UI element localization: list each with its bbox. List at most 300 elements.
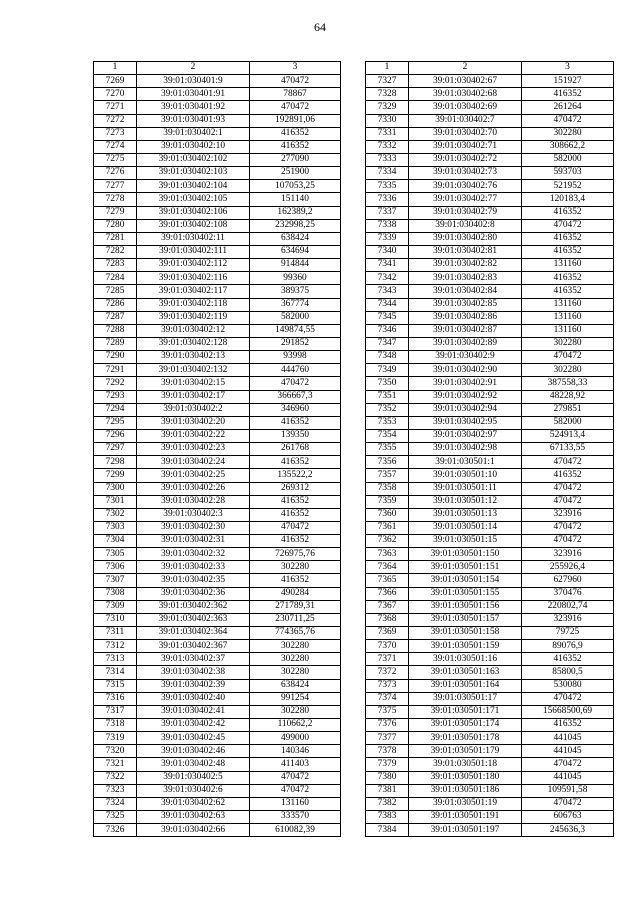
- value-cell: 416352: [522, 232, 614, 245]
- cadastral-number-cell: 39:01:030402:112: [137, 259, 250, 272]
- value-cell: 232998,25: [250, 219, 341, 232]
- cadastral-number-cell: 39:01:030402:28: [137, 495, 250, 508]
- table-row: [366, 232, 614, 245]
- value-cell: 416352: [522, 206, 614, 219]
- table-row: [94, 824, 341, 837]
- row-index-cell: 7270: [94, 88, 137, 101]
- cadastral-number-cell: 39:01:030401:92: [137, 101, 250, 114]
- row-index-cell: 7284: [94, 272, 137, 285]
- value-cell: 470472: [522, 495, 614, 508]
- table-row: [366, 719, 614, 732]
- value-cell: 230711,25: [250, 613, 341, 626]
- table-row: [366, 495, 614, 508]
- value-cell: 470472: [522, 482, 614, 495]
- row-index-cell: 7356: [366, 456, 409, 469]
- cadastral-number-cell: 39:01:030402:69: [409, 101, 522, 114]
- row-index-cell: 7312: [94, 640, 137, 653]
- cadastral-number-cell: 39:01:030402:111: [137, 245, 250, 258]
- row-index-cell: 7360: [366, 508, 409, 521]
- column-header-index: 1: [94, 62, 137, 75]
- table-row: [94, 574, 341, 587]
- cadastral-number-cell: 39:01:030402:15: [137, 377, 250, 390]
- cadastral-number-cell: 39:01:030402:362: [137, 600, 250, 613]
- row-index-cell: 7374: [366, 692, 409, 705]
- cadastral-number-cell: 39:01:030402:8: [409, 219, 522, 232]
- value-cell: 387558,33: [522, 377, 614, 390]
- row-index-cell: 7316: [94, 692, 137, 705]
- row-index-cell: 7340: [366, 245, 409, 258]
- cadastral-number-cell: 39:01:030402:104: [137, 180, 250, 193]
- value-cell: 991254: [250, 692, 341, 705]
- cadastral-number-cell: 39:01:030402:41: [137, 705, 250, 718]
- table-row: [94, 627, 341, 640]
- table-row: [94, 285, 341, 298]
- value-cell: 151140: [250, 193, 341, 206]
- value-cell: 261768: [250, 443, 341, 456]
- cadastral-number-cell: 39:01:030501:156: [409, 600, 522, 613]
- value-cell: 634694: [250, 245, 341, 258]
- table-row: [94, 390, 341, 403]
- table-row: [366, 245, 614, 258]
- row-index-cell: 7338: [366, 219, 409, 232]
- cadastral-number-cell: 39:01:030402:40: [137, 692, 250, 705]
- row-index-cell: 7311: [94, 627, 137, 640]
- cadastral-number-cell: 39:01:030501:164: [409, 679, 522, 692]
- table-row: [94, 75, 341, 88]
- cadastral-number-cell: 39:01:030402:45: [137, 732, 250, 745]
- table-row: [366, 561, 614, 574]
- value-cell: 470472: [522, 351, 614, 364]
- cadastral-number-cell: 39:01:030402:81: [409, 245, 522, 258]
- value-cell: 162389,2: [250, 206, 341, 219]
- table-row: [366, 390, 614, 403]
- column-header-index: 1: [366, 62, 409, 75]
- cadastral-number-cell: 39:01:030501:157: [409, 613, 522, 626]
- table-row: [366, 298, 614, 311]
- row-index-cell: 7373: [366, 679, 409, 692]
- value-cell: 269312: [250, 482, 341, 495]
- table-row: [94, 613, 341, 626]
- value-cell: 346960: [250, 403, 341, 416]
- value-cell: 367774: [250, 298, 341, 311]
- table-row: [366, 167, 614, 180]
- row-index-cell: 7297: [94, 443, 137, 456]
- cadastral-number-cell: 39:01:030402:39: [137, 679, 250, 692]
- table-row: [94, 114, 341, 127]
- table-row: [366, 784, 614, 797]
- value-cell: 85800,5: [522, 666, 614, 679]
- table-row: [94, 600, 341, 613]
- table-row: [366, 824, 614, 837]
- cadastral-number-cell: 39:01:030402:10: [137, 140, 250, 153]
- table-row: [366, 745, 614, 758]
- row-index-cell: 7337: [366, 206, 409, 219]
- value-cell: 89076,9: [522, 640, 614, 653]
- row-index-cell: 7336: [366, 193, 409, 206]
- row-index-cell: 7368: [366, 613, 409, 626]
- table-row: [94, 311, 341, 324]
- cadastral-number-cell: 39:01:030402:63: [137, 811, 250, 824]
- value-cell: 302280: [250, 666, 341, 679]
- cadastral-number-cell: 39:01:030501:11: [409, 482, 522, 495]
- value-cell: 131160: [522, 311, 614, 324]
- row-index-cell: 7269: [94, 75, 137, 88]
- table-row: [94, 232, 341, 245]
- table-row: [366, 692, 614, 705]
- table-row: [94, 377, 341, 390]
- row-index-cell: 7332: [366, 140, 409, 153]
- column-header-value: 3: [522, 62, 614, 75]
- cadastral-number-cell: 39:01:030402:102: [137, 153, 250, 166]
- table-row: [94, 272, 341, 285]
- value-cell: 333570: [250, 811, 341, 824]
- table-row: [366, 456, 614, 469]
- row-index-cell: 7369: [366, 627, 409, 640]
- row-index-cell: 7300: [94, 482, 137, 495]
- value-cell: 107053,25: [250, 180, 341, 193]
- value-cell: 470472: [250, 521, 341, 534]
- cadastral-number-cell: 39:01:030402:66: [137, 824, 250, 837]
- cadastral-number-cell: 39:01:030402:33: [137, 561, 250, 574]
- row-index-cell: 7318: [94, 719, 137, 732]
- row-index-cell: 7353: [366, 416, 409, 429]
- value-cell: 411403: [250, 758, 341, 771]
- table-row: [366, 153, 614, 166]
- value-cell: 470472: [522, 535, 614, 548]
- cadastral-number-cell: 39:01:030402:97: [409, 429, 522, 442]
- value-cell: 638424: [250, 232, 341, 245]
- row-index-cell: 7339: [366, 232, 409, 245]
- row-index-cell: 7275: [94, 153, 137, 166]
- value-cell: 416352: [522, 469, 614, 482]
- row-index-cell: 7276: [94, 167, 137, 180]
- row-index-cell: 7292: [94, 377, 137, 390]
- table-row: [366, 600, 614, 613]
- cadastral-number-cell: 39:01:030402:13: [137, 351, 250, 364]
- row-index-cell: 7320: [94, 745, 137, 758]
- value-cell: 251900: [250, 167, 341, 180]
- table-row: [366, 364, 614, 377]
- cadastral-number-cell: 39:01:030402:92: [409, 390, 522, 403]
- table-row: [94, 811, 341, 824]
- row-index-cell: 7383: [366, 811, 409, 824]
- table-row: [366, 75, 614, 88]
- cadastral-number-cell: 39:01:030402:20: [137, 416, 250, 429]
- table-row: [366, 811, 614, 824]
- row-index-cell: 7364: [366, 561, 409, 574]
- table-header-row: [366, 62, 614, 75]
- cadastral-number-cell: 39:01:030501:180: [409, 771, 522, 784]
- cadastral-number-cell: 39:01:030402:9: [409, 351, 522, 364]
- cadastral-number-cell: 39:01:030402:24: [137, 456, 250, 469]
- value-cell: 582000: [522, 416, 614, 429]
- row-index-cell: 7323: [94, 784, 137, 797]
- right-table-body: [366, 75, 614, 837]
- value-cell: 279851: [522, 403, 614, 416]
- table-row: [366, 88, 614, 101]
- row-index-cell: 7324: [94, 797, 137, 810]
- table-row: [94, 692, 341, 705]
- table-row: [94, 653, 341, 666]
- table-row: [366, 679, 614, 692]
- row-index-cell: 7379: [366, 758, 409, 771]
- row-index-cell: 7281: [94, 232, 137, 245]
- cadastral-number-cell: 39:01:030402:367: [137, 640, 250, 653]
- cadastral-number-cell: 39:01:030402:89: [409, 337, 522, 350]
- table-row: [94, 797, 341, 810]
- table-row: [94, 101, 341, 114]
- row-index-cell: 7286: [94, 298, 137, 311]
- row-index-cell: 7291: [94, 364, 137, 377]
- value-cell: 470472: [522, 692, 614, 705]
- row-index-cell: 7348: [366, 351, 409, 364]
- value-cell: 131160: [250, 797, 341, 810]
- table-row: [366, 548, 614, 561]
- value-cell: 67133,55: [522, 443, 614, 456]
- value-cell: 323916: [522, 613, 614, 626]
- cadastral-number-cell: 39:01:030402:94: [409, 403, 522, 416]
- value-cell: 151927: [522, 75, 614, 88]
- row-index-cell: 7288: [94, 324, 137, 337]
- row-index-cell: 7380: [366, 771, 409, 784]
- value-cell: 291852: [250, 337, 341, 350]
- row-index-cell: 7280: [94, 219, 137, 232]
- value-cell: 610082,39: [250, 824, 341, 837]
- table-row: [94, 771, 341, 784]
- value-cell: 302280: [250, 653, 341, 666]
- value-cell: 416352: [250, 495, 341, 508]
- table-row: [366, 285, 614, 298]
- table-row: [366, 758, 614, 771]
- cadastral-number-cell: 39:01:030402:106: [137, 206, 250, 219]
- table-row: [94, 403, 341, 416]
- cadastral-number-cell: 39:01:030401:91: [137, 88, 250, 101]
- row-index-cell: 7295: [94, 416, 137, 429]
- row-index-cell: 7304: [94, 535, 137, 548]
- cadastral-number-cell: 39:01:030501:12: [409, 495, 522, 508]
- table-row: [366, 653, 614, 666]
- cadastral-number-cell: 39:01:030402:12: [137, 324, 250, 337]
- table-row: [366, 521, 614, 534]
- row-index-cell: 7299: [94, 469, 137, 482]
- value-cell: 470472: [250, 75, 341, 88]
- value-cell: 530080: [522, 679, 614, 692]
- value-cell: 470472: [250, 784, 341, 797]
- row-index-cell: 7313: [94, 653, 137, 666]
- table-row: [366, 482, 614, 495]
- row-index-cell: 7378: [366, 745, 409, 758]
- cadastral-number-cell: 39:01:030501:1: [409, 456, 522, 469]
- cadastral-number-cell: 39:01:030501:151: [409, 561, 522, 574]
- value-cell: 370476: [522, 587, 614, 600]
- row-index-cell: 7326: [94, 824, 137, 837]
- value-cell: 245636,3: [522, 824, 614, 837]
- table-row: [94, 140, 341, 153]
- table-row: [366, 613, 614, 626]
- value-cell: 524913,4: [522, 429, 614, 442]
- cadastral-number-cell: 39:01:030402:32: [137, 548, 250, 561]
- table-row: [94, 705, 341, 718]
- cadastral-number-cell: 39:01:030402:17: [137, 390, 250, 403]
- row-index-cell: 7278: [94, 193, 137, 206]
- value-cell: 470472: [250, 377, 341, 390]
- value-cell: 470472: [522, 797, 614, 810]
- row-index-cell: 7283: [94, 259, 137, 272]
- value-cell: 416352: [250, 508, 341, 521]
- value-cell: 416352: [250, 456, 341, 469]
- cadastral-number-cell: 39:01:030402:108: [137, 219, 250, 232]
- table-row: [94, 416, 341, 429]
- row-index-cell: 7282: [94, 245, 137, 258]
- table-row: [366, 797, 614, 810]
- row-index-cell: 7377: [366, 732, 409, 745]
- cadastral-number-cell: 39:01:030402:86: [409, 311, 522, 324]
- value-cell: 135522,2: [250, 469, 341, 482]
- cadastral-number-cell: 39:01:030402:87: [409, 324, 522, 337]
- row-index-cell: 7306: [94, 561, 137, 574]
- value-cell: 499000: [250, 732, 341, 745]
- row-index-cell: 7330: [366, 114, 409, 127]
- cadastral-number-cell: 39:01:030501:18: [409, 758, 522, 771]
- row-index-cell: 7302: [94, 508, 137, 521]
- cadastral-number-cell: 39:01:030402:6: [137, 784, 250, 797]
- row-index-cell: 7298: [94, 456, 137, 469]
- row-index-cell: 7351: [366, 390, 409, 403]
- value-cell: 416352: [522, 245, 614, 258]
- table-row: [94, 245, 341, 258]
- table-row: [366, 771, 614, 784]
- row-index-cell: 7384: [366, 824, 409, 837]
- row-index-cell: 7329: [366, 101, 409, 114]
- cadastral-number-cell: 39:01:030402:76: [409, 180, 522, 193]
- table-row: [94, 535, 341, 548]
- cadastral-number-cell: 39:01:030402:364: [137, 627, 250, 640]
- cadastral-number-cell: 39:01:030402:30: [137, 521, 250, 534]
- value-cell: 470472: [522, 758, 614, 771]
- table-row: [94, 456, 341, 469]
- cadastral-number-cell: 39:01:030501:171: [409, 705, 522, 718]
- table-row: [94, 508, 341, 521]
- value-cell: 93998: [250, 351, 341, 364]
- value-cell: 261264: [522, 101, 614, 114]
- table-row: [94, 495, 341, 508]
- table-row: [366, 101, 614, 114]
- table-row: [366, 574, 614, 587]
- cadastral-number-cell: 39:01:030402:36: [137, 587, 250, 600]
- cadastral-number-cell: 39:01:030501:17: [409, 692, 522, 705]
- table-row: [94, 429, 341, 442]
- column-header-cadastral-number: 2: [137, 62, 250, 75]
- value-cell: 416352: [522, 653, 614, 666]
- cadastral-number-cell: 39:01:030402:90: [409, 364, 522, 377]
- value-cell: 302280: [522, 127, 614, 140]
- table-row: [94, 521, 341, 534]
- table-row: [366, 193, 614, 206]
- table-row: [366, 535, 614, 548]
- value-cell: 79725: [522, 627, 614, 640]
- value-cell: 470472: [522, 521, 614, 534]
- row-index-cell: 7370: [366, 640, 409, 653]
- cadastral-number-cell: 39:01:030402:118: [137, 298, 250, 311]
- table-row: [94, 351, 341, 364]
- row-index-cell: 7294: [94, 403, 137, 416]
- table-row: [366, 180, 614, 193]
- table-row: [94, 719, 341, 732]
- cadastral-number-cell: 39:01:030402:119: [137, 311, 250, 324]
- cadastral-number-cell: 39:01:030501:150: [409, 548, 522, 561]
- table-row: [366, 114, 614, 127]
- left-data-table: [93, 61, 341, 837]
- value-cell: 416352: [250, 574, 341, 587]
- value-cell: 441045: [522, 745, 614, 758]
- cadastral-number-cell: 39:01:030402:77: [409, 193, 522, 206]
- value-cell: 444760: [250, 364, 341, 377]
- cadastral-number-cell: 39:01:030501:158: [409, 627, 522, 640]
- cadastral-number-cell: 39:01:030501:191: [409, 811, 522, 824]
- cadastral-number-cell: 39:01:030501:186: [409, 784, 522, 797]
- cadastral-number-cell: 39:01:030402:35: [137, 574, 250, 587]
- cadastral-number-cell: 39:01:030501:174: [409, 719, 522, 732]
- value-cell: 192891,06: [250, 114, 341, 127]
- table-row: [366, 127, 614, 140]
- row-index-cell: 7344: [366, 298, 409, 311]
- cadastral-number-cell: 39:01:030501:154: [409, 574, 522, 587]
- cadastral-number-cell: 39:01:030501:163: [409, 666, 522, 679]
- table-row: [366, 311, 614, 324]
- row-index-cell: 7293: [94, 390, 137, 403]
- row-index-cell: 7382: [366, 797, 409, 810]
- table-row: [366, 443, 614, 456]
- row-index-cell: 7327: [366, 75, 409, 88]
- cadastral-number-cell: 39:01:030501:14: [409, 521, 522, 534]
- value-cell: 582000: [250, 311, 341, 324]
- row-index-cell: 7277: [94, 180, 137, 193]
- value-cell: 627960: [522, 574, 614, 587]
- cadastral-number-cell: 39:01:030501:10: [409, 469, 522, 482]
- row-index-cell: 7273: [94, 127, 137, 140]
- row-index-cell: 7341: [366, 259, 409, 272]
- cadastral-number-cell: 39:01:030501:178: [409, 732, 522, 745]
- table-row: [94, 193, 341, 206]
- value-cell: 277090: [250, 153, 341, 166]
- cadastral-number-cell: 39:01:030402:82: [409, 259, 522, 272]
- row-index-cell: 7346: [366, 324, 409, 337]
- value-cell: 302280: [522, 364, 614, 377]
- value-cell: 416352: [522, 88, 614, 101]
- cadastral-number-cell: 39:01:030402:105: [137, 193, 250, 206]
- row-index-cell: 7317: [94, 705, 137, 718]
- cadastral-number-cell: 39:01:030402:7: [409, 114, 522, 127]
- cadastral-number-cell: 39:01:030402:26: [137, 482, 250, 495]
- table-row: [366, 219, 614, 232]
- cadastral-number-cell: 39:01:030402:73: [409, 167, 522, 180]
- row-index-cell: 7345: [366, 311, 409, 324]
- table-row: [94, 784, 341, 797]
- row-index-cell: 7361: [366, 521, 409, 534]
- cadastral-number-cell: 39:01:030501:13: [409, 508, 522, 521]
- row-index-cell: 7328: [366, 88, 409, 101]
- value-cell: 914844: [250, 259, 341, 272]
- table-row: [94, 127, 341, 140]
- cadastral-number-cell: 39:01:030402:103: [137, 167, 250, 180]
- row-index-cell: 7334: [366, 167, 409, 180]
- cadastral-number-cell: 39:01:030402:23: [137, 443, 250, 456]
- value-cell: 470472: [522, 219, 614, 232]
- table-row: [366, 377, 614, 390]
- cadastral-number-cell: 39:01:030402:3: [137, 508, 250, 521]
- cadastral-number-cell: 39:01:030501:155: [409, 587, 522, 600]
- row-index-cell: 7331: [366, 127, 409, 140]
